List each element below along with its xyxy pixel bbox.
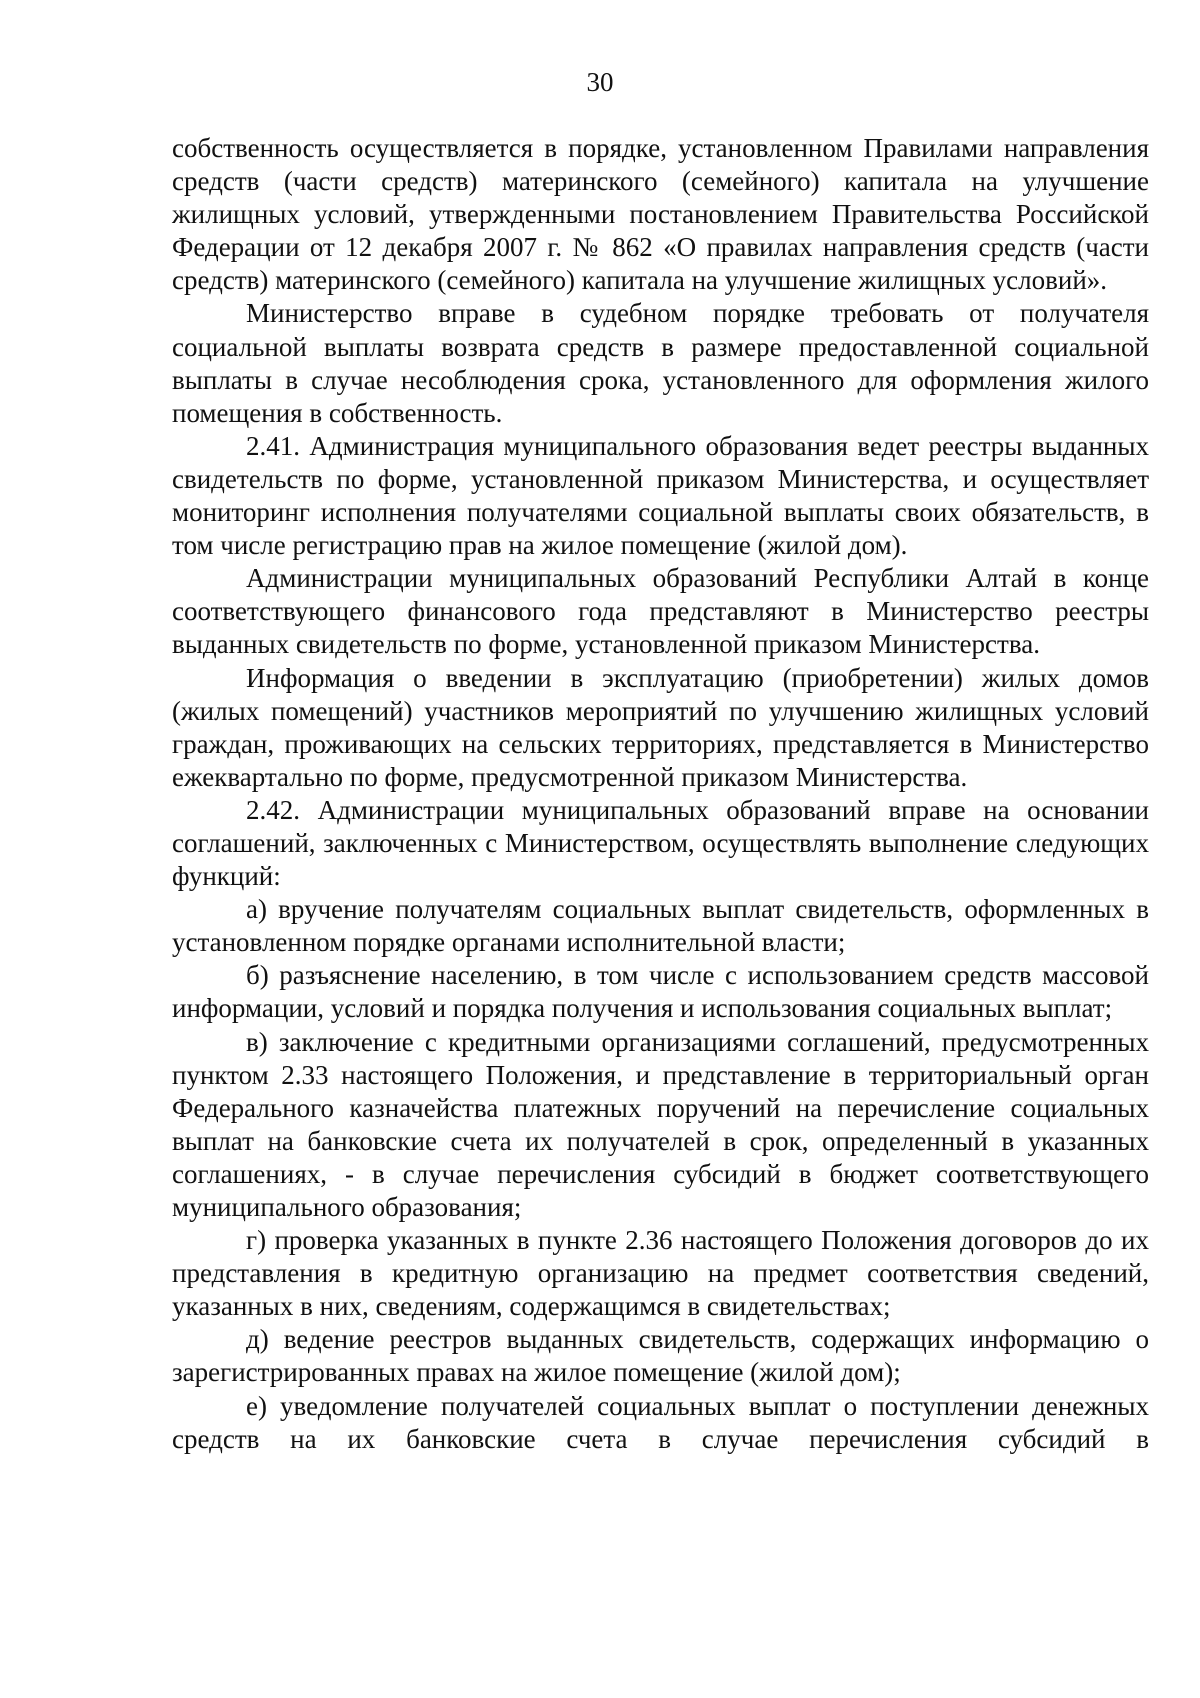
document-body	[172, 132, 1149, 1456]
paragraph-information: Информация о введении в эксплуатацию (приобретении) жилых домов (жилых помещений) участников мероприятий по улучшению жилищных условий граждан, проживающих на сельских территориях, представляется в Министерство ежеквартально по форме, предусмотренной приказом Министерства.	[172, 662, 1149, 792]
paragraph-2-41: 2.41. Администрация муниципального образования ведет реестры выданных свидетельств по форме, установленной приказом Министерства, и осуществляет мониторинг исполнения получателями социальной выплаты своих обязательств, в том числе регистрацию прав на жилое помещение (жилой дом).	[172, 430, 1149, 561]
list-item-g: г) проверка указанных в пункте 2.36 настоящего Положения договоров до их представления в кредитную организацию на предмет соответствия сведений, указанных в них, сведениям, содержащимся в свидетельствах;	[172, 1225, 1149, 1322]
paragraph-registries: Администрации муниципальных образований Республики Алтай в конце соответствующего финансового года представляют в Министерство реестры выданных свидетельств по форме, установленной приказом Министерства.	[172, 563, 1149, 660]
list-item-d: д) ведение реестров выданных свидетельств, содержащих информацию о зарегистрированных правах на жилое помещение (жилой дом);	[172, 1324, 1149, 1388]
paragraph-ministry-rights: Министерство вправе в судебном порядке требовать от получателя социальной выплаты возврата средств в размере предоставленной социальной выплаты в случае несоблюдения срока, установленного для оформления жилого помещения в собственность.	[172, 298, 1149, 428]
list-item-e: е) уведомление получателей социальных выплат о поступлении денежных средств на их банковские счета в случае перечисления субсидий в	[172, 1390, 1149, 1454]
list-item-a: а) вручение получателям социальных выплат свидетельств, оформленных в установленном порядке органами исполнительной власти;	[172, 894, 1149, 958]
list-item-b: б) разъяснение населению, в том числе с использованием средств массовой информации, условий и порядка получения и использования социальных выплат;	[172, 960, 1149, 1024]
paragraph-continuation: собственность осуществляется в порядке, установленном Правилами направления средств (части средств) материнского (семейного) капитала на улучшение жилищных условий, утвержденными постановлением Правительства Российской Федерации от 12 декабря 2007 г. № 862 «О правилах направления средств (части средств) материнского (семейного) капитала на улучшение жилищных условий».	[172, 133, 1149, 296]
paragraph-2-42: 2.42. Администрации муниципальных образований вправе на основании соглашений, заключенных с Министерством, осуществлять выполнение следующих функций:	[172, 794, 1149, 892]
list-item-v: в) заключение с кредитными организациями соглашений, предусмотренных пунктом 2.33 настоящего Положения, и представление в территориальный орган Федерального казначейства платежных поручений на перечисление социальных выплат на банковские счета их получателей в срок, определенный в указанных соглашениях, - в случае перечисления субсидий в бюджет соответствующего муниципального образования;	[172, 1026, 1149, 1222]
page-number: 30	[586, 67, 614, 97]
